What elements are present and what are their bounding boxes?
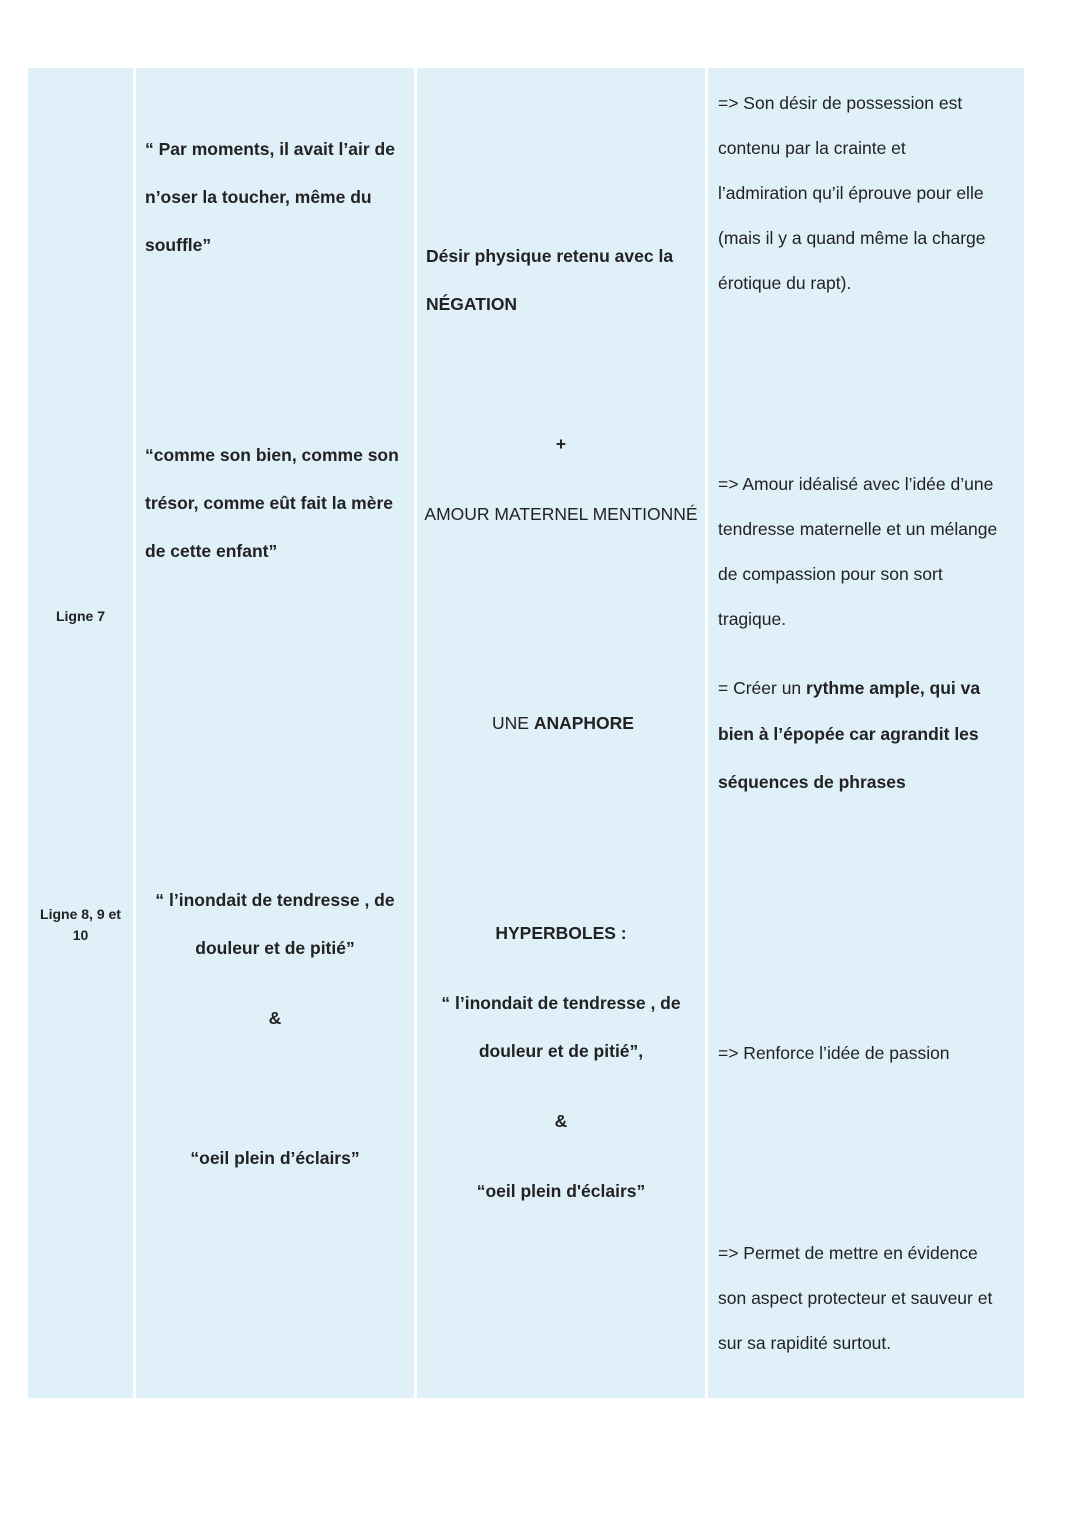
quote-line: “ l’inondait de tendresse , de bbox=[155, 890, 395, 910]
quote-line: de cette enfant” bbox=[145, 541, 278, 561]
analysis-rhythm-line: = Créer un rythme ample, qui va bbox=[718, 678, 981, 698]
quote-line: souffle” bbox=[145, 235, 212, 255]
device-line: “oeil plein d'éclairs” bbox=[476, 1181, 646, 1201]
analysis-line: (mais il y a quand même la charge bbox=[718, 228, 986, 248]
device-amp: & bbox=[554, 1111, 568, 1131]
analysis-line: => Amour idéalisé avec l’idée d’une bbox=[718, 474, 994, 494]
analysis-line: son aspect protecteur et sauveur et bbox=[718, 1288, 993, 1308]
device-plus: + bbox=[555, 434, 567, 454]
analysis-line: contenu par la crainte et bbox=[718, 138, 906, 158]
analysis-line: de compassion pour son sort bbox=[718, 564, 943, 584]
device-line: douleur et de pitié”, bbox=[478, 1041, 644, 1061]
column-line-ref bbox=[28, 68, 133, 1398]
quote-line: trésor, comme eût fait la mère bbox=[145, 493, 394, 513]
device-line: Désir physique retenu avec la bbox=[426, 246, 674, 266]
device-anaphore: UNE ANAPHORE bbox=[492, 713, 634, 733]
line-ref-label: Ligne 8, 9 et bbox=[40, 906, 121, 922]
quote-line: “oeil plein d’éclairs” bbox=[190, 1148, 360, 1168]
analysis-line: => Permet de mettre en évidence bbox=[718, 1243, 978, 1263]
quote-line: “comme son bien, comme son bbox=[145, 445, 399, 465]
device-line: NÉGATION bbox=[426, 294, 518, 314]
analysis-rhythm-line: bien à l’épopée car agrandit les bbox=[718, 724, 979, 744]
analysis-line: l’admiration qu’il éprouve pour elle bbox=[718, 183, 984, 203]
analysis-line: tragique. bbox=[718, 609, 787, 629]
analysis-line: tendresse maternelle et un mélange bbox=[718, 519, 998, 539]
analysis-line: sur sa rapidité surtout. bbox=[718, 1333, 892, 1353]
quote-amp: & bbox=[268, 1008, 282, 1028]
quote-line: douleur et de pitié” bbox=[195, 938, 355, 958]
analysis-rhythm-line: séquences de phrases bbox=[718, 772, 906, 792]
quote-line: “ Par moments, il avait l’air de bbox=[145, 139, 395, 159]
line-ref-label: Ligne 7 bbox=[55, 608, 105, 624]
analysis-line: => Renforce l’idée de passion bbox=[718, 1043, 950, 1063]
line-ref-label: 10 bbox=[72, 927, 89, 943]
analysis-line: érotique du rapt). bbox=[718, 273, 852, 293]
quote-line: n’oser la toucher, même du bbox=[145, 187, 372, 207]
device-line: AMOUR MATERNEL MENTIONNÉ bbox=[424, 504, 698, 524]
device-title: HYPERBOLES : bbox=[495, 923, 627, 943]
device-line: “ l’inondait de tendresse , de bbox=[441, 993, 681, 1013]
analysis-line: => Son désir de possession est bbox=[718, 93, 963, 113]
